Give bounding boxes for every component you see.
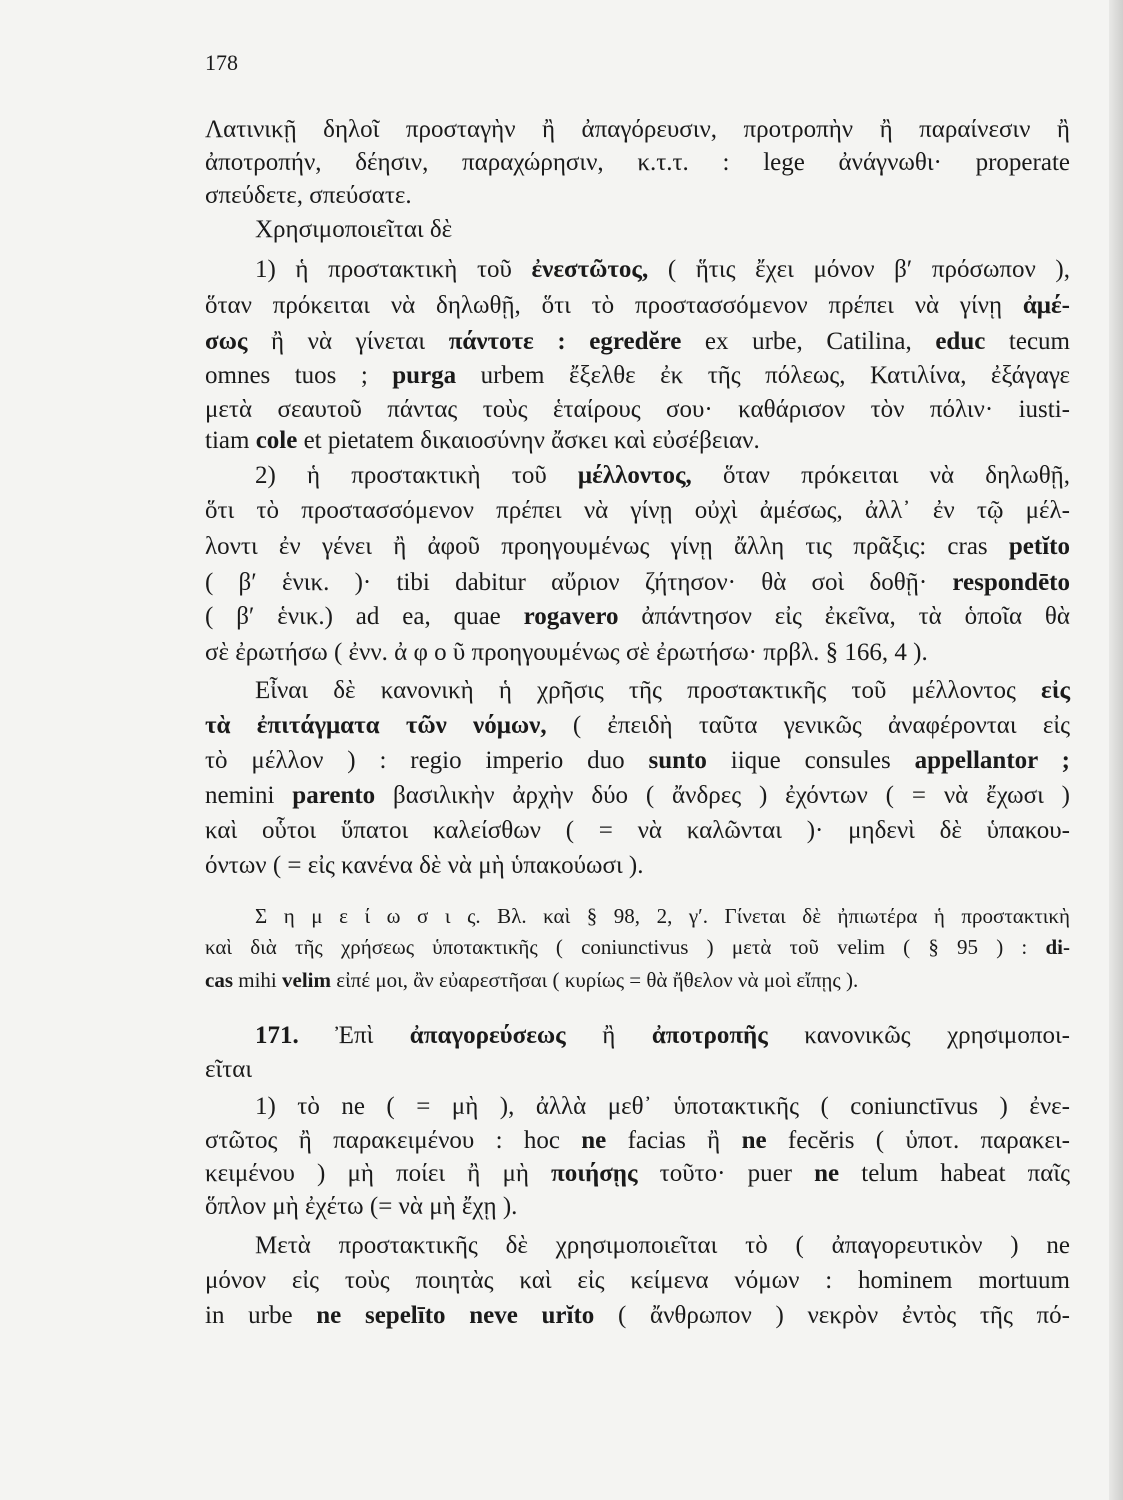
text-run: κειμένου ) μὴ ποίει ἢ μὴ <box>205 1160 552 1187</box>
text-line <box>205 180 1070 212</box>
text-run: mihi <box>233 968 283 992</box>
text-line <box>255 254 1070 286</box>
bold-term: ἀμέ- <box>1022 292 1070 319</box>
bold-term: ἐνεστῶτος, <box>531 256 649 283</box>
text-run: Ἐπὶ <box>298 1022 410 1049</box>
bold-term: μέλλοντος, <box>577 462 692 489</box>
text-line <box>205 326 1070 358</box>
text-run: τὸ μέλλον ) : regio imperio duo <box>205 747 649 774</box>
bold-term: sunto <box>648 747 707 774</box>
bold-term: rogavero <box>523 603 619 630</box>
text-run: ὅταν πρόκειται νὰ δηλωθῇ, ὅτι τὸ προστασσόμενον πρέπει νὰ γίνῃ <box>205 292 1023 319</box>
text-line <box>205 1054 1070 1086</box>
text-run: κανονικῶς χρησιμοποι- <box>767 1022 1070 1049</box>
bold-term: πάντοτε : egredĕre <box>448 328 682 355</box>
bold-term: cole <box>255 427 298 454</box>
bold-term: respondēto <box>952 569 1070 596</box>
page-edge-shadow <box>1109 0 1123 1500</box>
text-line <box>205 360 1070 392</box>
text-line <box>255 214 1070 246</box>
text-run: ἀποτροπήν, δέησιν, παραχώρησιν, κ.τ.τ. : lege ἀνάγνωθι· properate <box>205 149 1070 176</box>
bold-term: velim <box>282 968 331 992</box>
text-line <box>205 290 1070 322</box>
text-run: ἢ νὰ γίνεται <box>247 328 449 355</box>
text-line <box>205 1191 1070 1223</box>
bold-term: appellantor ; <box>914 747 1070 774</box>
text-line <box>205 780 1070 812</box>
text-run: εἰπέ μοι, ἂν εὐαρεστῆσαι ( κυρίως = θὰ ἤθελον νὰ μοὶ εἴπῃς ). <box>331 968 859 992</box>
bold-term: cas <box>205 968 233 992</box>
text-run: Λατινικῇ δηλοῖ προσταγὴν ἢ ἀπαγόρευσιν, προτροπὴν ἢ παραίνεσιν ἢ <box>205 116 1070 143</box>
text-run: ὅτι τὸ προστασσόμενον πρέπει νὰ γίνῃ οὐχὶ ἀμέσως, ἀλλ᾽ ἐν τῷ μέλ- <box>205 497 1070 524</box>
text-run: urbem ἔξελθε ἐκ τῆς πόλεως, Κατιλίνα, ἐξάγαγε <box>456 362 1070 389</box>
text-line <box>205 601 1070 633</box>
text-run: σπεύδετε, σπεύσατε. <box>205 182 412 209</box>
text-run: καὶ οὗτοι ὕπατοι καλείσθων ( = νὰ καλῶνται )· μηδενὶ δὲ ὑπακου- <box>205 817 1070 844</box>
text-run: tecum <box>985 328 1070 355</box>
text-run: nemini <box>205 782 293 809</box>
text-run: telum habeat παῖς <box>839 1160 1070 1187</box>
text-run: λοντι ἐν γένει ἢ ἀφοῦ προηγουμένως γίνῃ ἄλλη τις πρᾶξις: cras <box>205 533 1009 560</box>
text-run: 1) τὸ ne ( = μὴ ), ἀλλὰ μεθ᾽ ὑποτακτικῆς ( coniunctīvus ) ἐνε- <box>255 1093 1070 1120</box>
text-line <box>255 1230 1070 1262</box>
text-run: μόνον εἰς τοὺς ποιητὰς καὶ εἰς κείμενα νόμων : hominem mortuum <box>205 1267 1070 1294</box>
text-run: σὲ ἐρωτήσω ( ἐνν. ἀ φ ο ῦ προηγουμένως σὲ ἐρωτήσω· πρβλ. § 166, 4 ). <box>205 639 928 666</box>
text-run: Εἶναι δὲ κανονικὴ ἡ χρῆσις τῆς προστακτικῆς τοῦ μέλλοντος <box>255 677 1042 704</box>
bold-term: τὰ ἐπιτάγματα τῶν νόμων, <box>205 712 547 739</box>
bold-term: ne <box>741 1127 767 1154</box>
bold-term: ne <box>814 1160 840 1187</box>
text-run: omnes tuos ; <box>205 362 393 389</box>
text-run: Χρησιμοποιεῖται δὲ <box>255 216 453 243</box>
text-run: ex urbe, Catilina, <box>681 328 936 355</box>
text-run: εῖται <box>205 1056 253 1083</box>
text-run: τοῦτο· puer <box>637 1160 815 1187</box>
bold-term: ποιήσῃς <box>551 1160 638 1187</box>
text-run: Μετὰ προστακτικῆς δὲ χρησιμοποιεῖται τὸ ( ἀπαγορευτικὸν ) ne <box>255 1232 1070 1259</box>
text-run: ( ἄνθρωπον ) νεκρὸν ἐντὸς τῆς πό- <box>594 1302 1070 1329</box>
bold-term: ne <box>581 1127 607 1154</box>
text-line <box>205 1265 1070 1297</box>
text-run: et pietatem δικαιοσύνην ἄσκει καὶ εὐσέβειαν. <box>297 427 760 454</box>
text-line <box>205 1125 1070 1157</box>
text-run: βασιλικὴν ἀρχὴν δύο ( ἄνδρες ) ἐχόντων ( = νὰ ἔχωσι ) <box>375 782 1070 809</box>
text-run: μετὰ σεαυτοῦ πάντας τοὺς ἑταίρους σου· καθάρισον τὸν πόλιν· iusti- <box>205 396 1070 423</box>
text-line <box>205 710 1070 742</box>
bold-term: εἰς <box>1041 677 1070 704</box>
text-run: ( ἐπειδὴ ταῦτα γενικῶς ἀναφέρονται εἰς <box>546 712 1070 739</box>
text-line <box>205 1300 1070 1332</box>
text-line <box>255 675 1070 707</box>
text-run: in urbe <box>205 1302 317 1329</box>
text-run: fecĕris ( ὑποτ. παρακει- <box>766 1127 1070 1154</box>
text-run: ἢ <box>565 1022 652 1049</box>
text-line <box>205 745 1070 777</box>
text-line <box>205 425 1070 457</box>
text-run: ( β′ ἑνικ. )· tibi dabitur αὔριον ζήτησον· θὰ σοὶ δοθῇ· <box>205 569 953 596</box>
bold-term: purga <box>392 362 457 389</box>
text-run: 2) ἡ προστακτικὴ τοῦ <box>255 462 578 489</box>
text-line <box>205 495 1070 527</box>
text-line <box>255 1091 1070 1123</box>
bold-term: ne sepelīto neve urĭto <box>316 1302 595 1329</box>
text-line <box>205 1158 1070 1190</box>
bold-term: ἀποτροπῆς <box>651 1022 768 1049</box>
text-line <box>205 964 1070 996</box>
text-run: ἀπάντησον εἰς ἐκεῖνα, τὰ ὁποῖα θὰ <box>618 603 1070 630</box>
text-line <box>205 394 1070 426</box>
text-run: καὶ διὰ τῆς χρήσεως ὑποτακτικῆς ( coniunctivus ) μετὰ τοῦ velim ( § 95 ) : <box>205 935 1046 959</box>
bold-term: σως <box>205 328 248 355</box>
text-run: Σ η μ ε ί ω σ ι ς. Βλ. καὶ § 98, 2, γ′. Γίνεται δὲ ἠπιωτέρα ἡ προστακτικὴ <box>255 904 1070 928</box>
page-number: 178 <box>205 50 238 75</box>
text-line <box>205 850 1070 882</box>
bold-term: parento <box>292 782 376 809</box>
text-line <box>255 900 1070 932</box>
text-line <box>255 1020 1070 1052</box>
text-line <box>255 460 1070 492</box>
text-line <box>205 815 1070 847</box>
text-run: όντων ( = εἰς κανένα δὲ νὰ μὴ ὑπακούωσι ). <box>205 852 644 879</box>
bold-term: ἀπαγορεύσεως <box>409 1022 566 1049</box>
text-line <box>205 637 1070 669</box>
text-run: facias ἢ <box>606 1127 742 1154</box>
text-run: ὅταν πρόκειται νὰ δηλωθῇ, <box>691 462 1070 489</box>
text-run: 1) ἡ προστακτικὴ τοῦ <box>255 256 532 283</box>
bold-term: 171. <box>255 1022 299 1049</box>
text-line <box>205 147 1070 179</box>
bold-term: di- <box>1045 935 1070 959</box>
text-line <box>205 114 1070 146</box>
text-run: tiam <box>205 427 256 454</box>
text-line <box>205 931 1070 963</box>
bold-term: petĭto <box>1008 533 1070 560</box>
text-run: ( β′ ἑνικ.) ad ea, quae <box>205 603 524 630</box>
text-run: iique consules <box>706 747 915 774</box>
bold-term: educ <box>935 328 986 355</box>
text-line <box>205 531 1070 563</box>
text-line <box>205 567 1070 599</box>
text-run: ὅπλον μὴ ἐχέτω (= νὰ μὴ ἔχῃ ). <box>205 1193 518 1220</box>
text-run: στῶτος ἢ παρακειμένου : hoc <box>205 1127 582 1154</box>
text-run: ( ἥτις ἔχει μόνον β′ πρόσωπον ), <box>648 256 1070 283</box>
